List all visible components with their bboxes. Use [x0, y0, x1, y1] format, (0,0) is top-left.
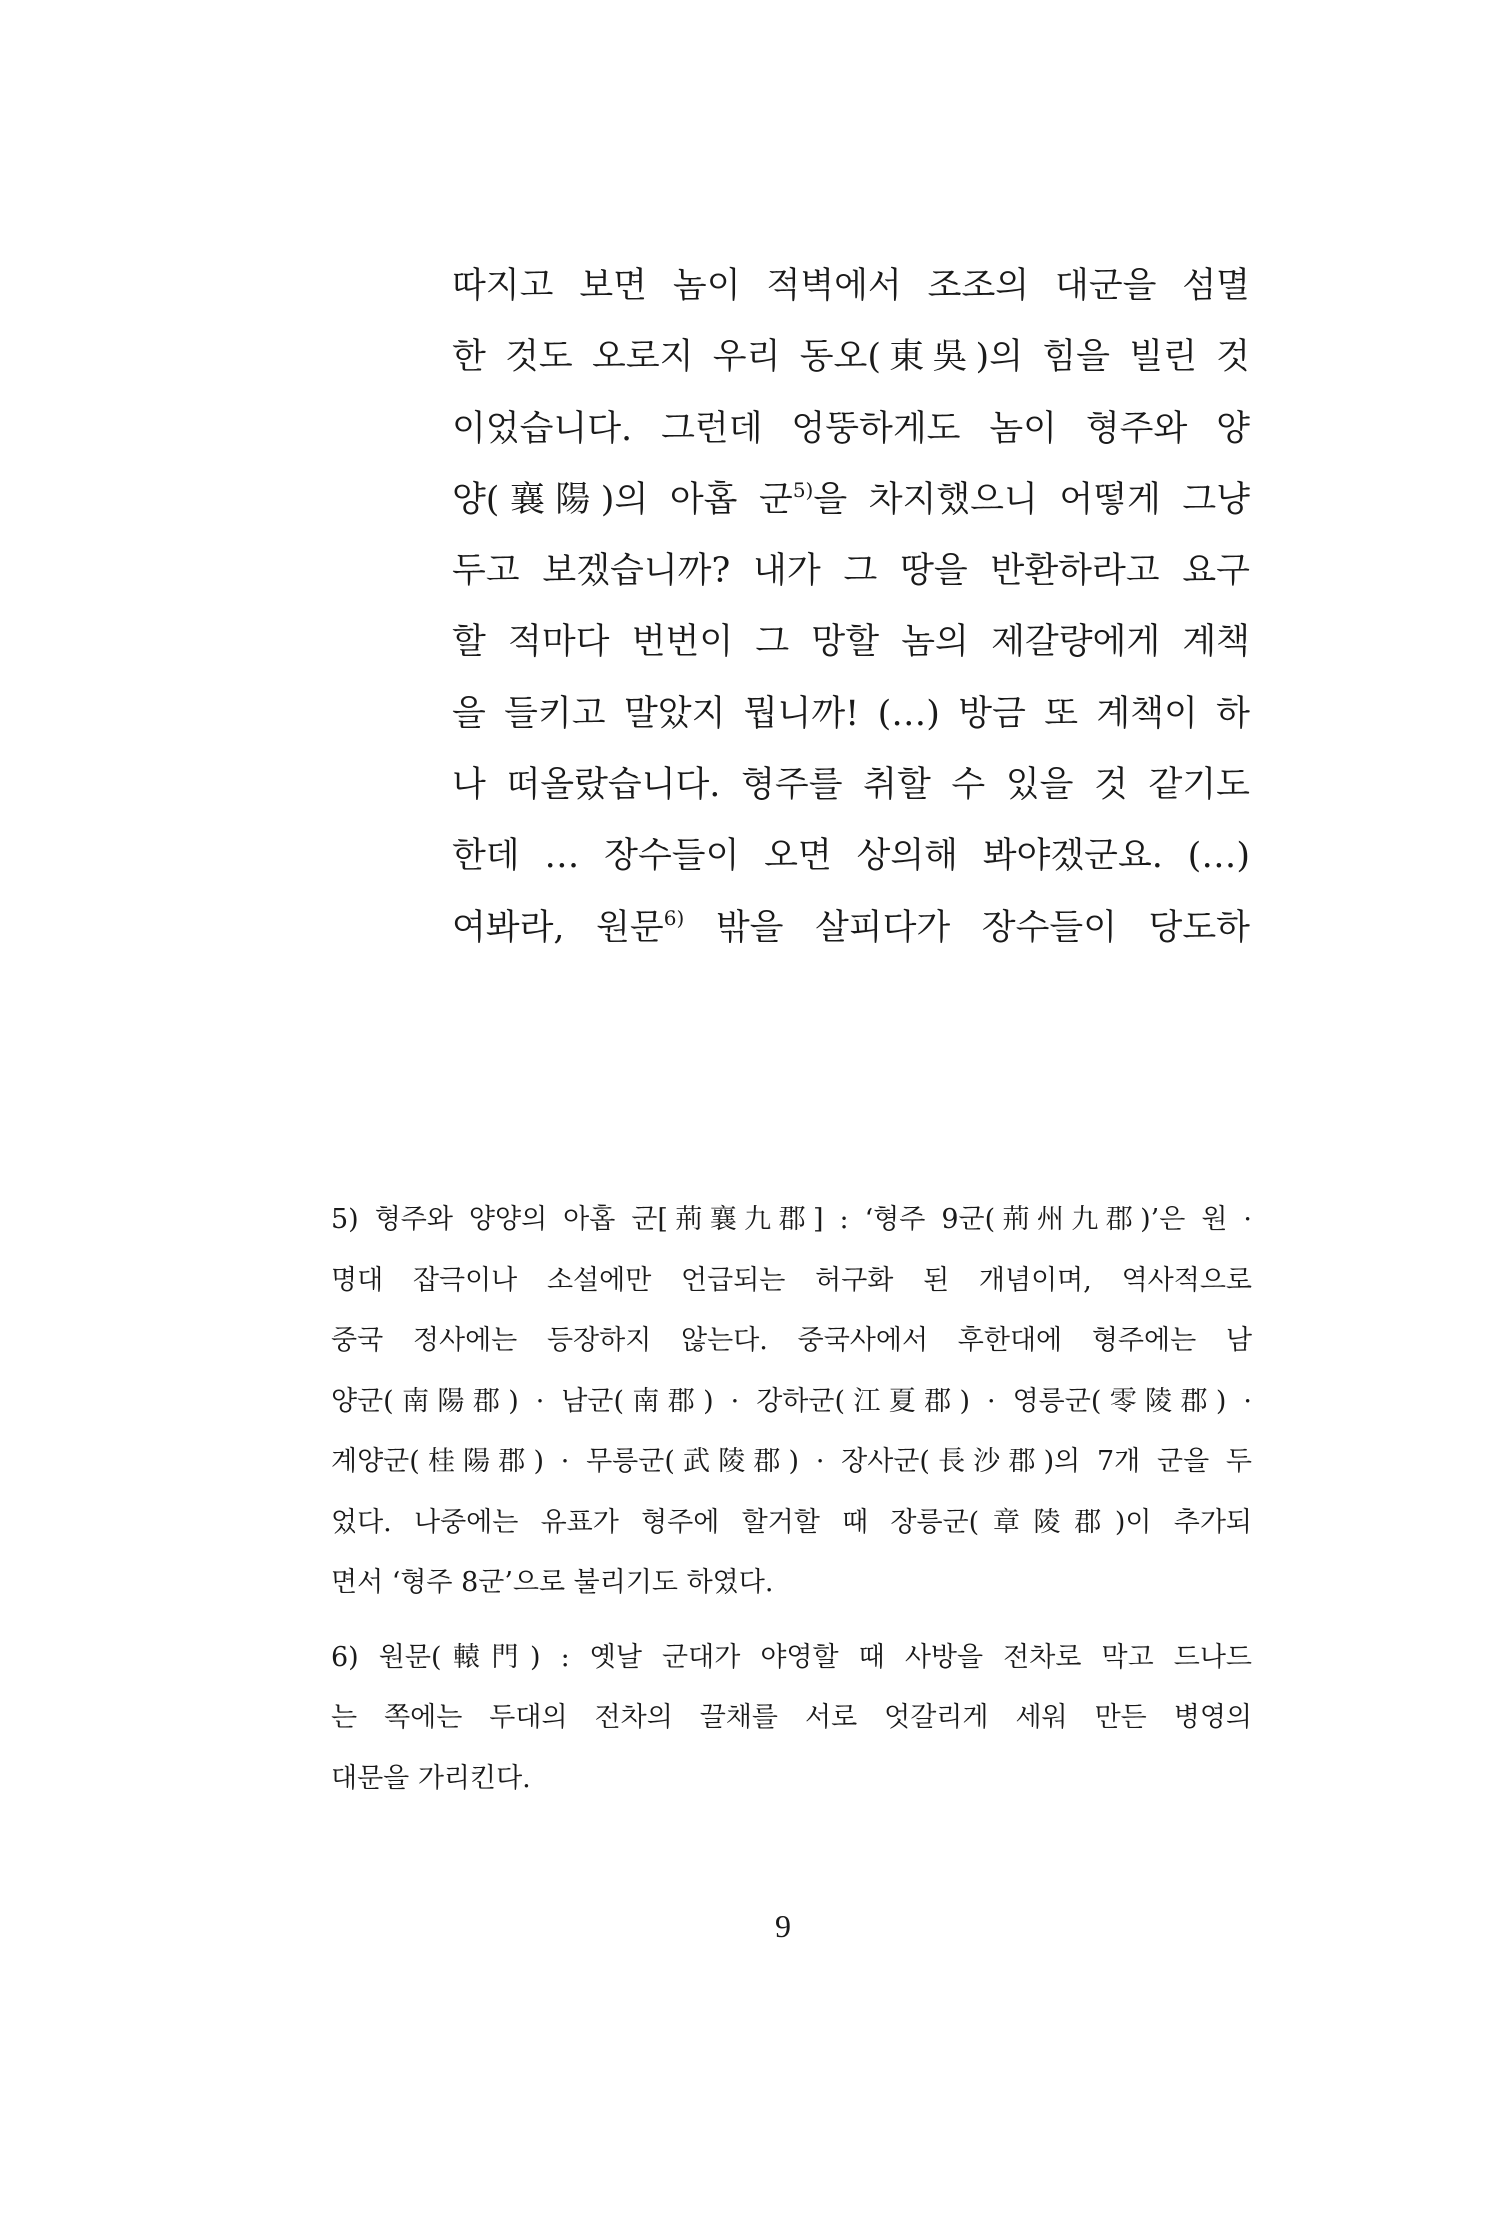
body-line: 따지고 보면 놈이 적벽에서 조조의 대군을 섬멸	[452, 266, 1250, 306]
footnote-reference-5[interactable]: 5)	[792, 477, 814, 502]
footnote-line: 었다. 나중에는 유표가 형주에 할거할 때 장릉군(章陵郡)이 추가되	[331, 1506, 1252, 1538]
footnote-line: 계양군(桂陽郡) · 무릉군(武陵郡) · 장사군(長沙郡)의 7개 군을 두	[331, 1446, 1252, 1477]
body-text-segment: 여봐라, 원문	[452, 907, 664, 948]
main-text-block	[452, 258, 1250, 971]
body-line: 두고 보겠습니까? 내가 그 땅을 반환하라고 요구	[452, 551, 1250, 592]
footnote-reference-6[interactable]: 6)	[663, 905, 685, 930]
body-text-segment: 양(襄陽)의 아홉 군	[452, 479, 793, 520]
page-number: 9	[775, 1908, 791, 1944]
footnotes-section	[331, 1199, 1252, 1818]
body-text-segment: 밖을 살피다가 장수들이 당도하	[684, 907, 1250, 948]
footnote-line: 는 쪽에는 두대의 전차의 끌채를 서로 엇갈리게 세워 만든 병영의	[331, 1702, 1252, 1733]
footnote-5	[331, 1199, 1252, 1623]
footnote-line: 면서 ‘형주 8군’으로 불리기도 하였다.	[331, 1567, 774, 1598]
body-line: 을 들키고 말았지 뭡니까! (…) 방금 또 계책이 하	[452, 693, 1250, 734]
footnote-line: 중국 정사에는 등장하지 않는다. 중국사에서 후한대에 형주에는 남	[331, 1325, 1252, 1356]
body-line: 한데 … 장수들이 오면 상의해 봐야겠군요. (…)	[452, 836, 1250, 877]
footnote-line: 명대 잡극이나 소설에만 언급되는 허구화 된 개념이며, 역사적으로	[331, 1264, 1252, 1296]
footnote-line: 대문을 가리킨다.	[331, 1762, 531, 1794]
body-line: 한 것도 오로지 우리 동오(東吳)의 힘을 빌린 것	[452, 337, 1250, 378]
footnote-6	[331, 1637, 1252, 1819]
body-line: 나 떠올랐습니다. 형주를 취할 수 있을 것 같기도	[452, 765, 1250, 806]
footnote-line: 5) 형주와 양양의 아홉 군[荊襄九郡] : ‘형주 9군(荊州九郡)’은 원 ·	[331, 1204, 1252, 1235]
body-line	[452, 900, 1250, 971]
footnote-line: 6) 원문(轅門) : 옛날 군대가 야영할 때 사방을 전차로 막고 드나드	[331, 1641, 1252, 1673]
body-text-segment: 을 차지했으니 어떻게 그냥	[813, 479, 1250, 520]
footnote-line: 양군(南陽郡) · 남군(南郡) · 강하군(江夏郡) · 영릉군(零陵郡) ·	[331, 1385, 1252, 1417]
body-line: 이었습니다. 그런데 엉뚱하게도 놈이 형주와 양	[452, 408, 1250, 449]
body-line: 할 적마다 번번이 그 망할 놈의 제갈량에게 계책	[452, 622, 1250, 663]
body-line	[452, 472, 1250, 543]
